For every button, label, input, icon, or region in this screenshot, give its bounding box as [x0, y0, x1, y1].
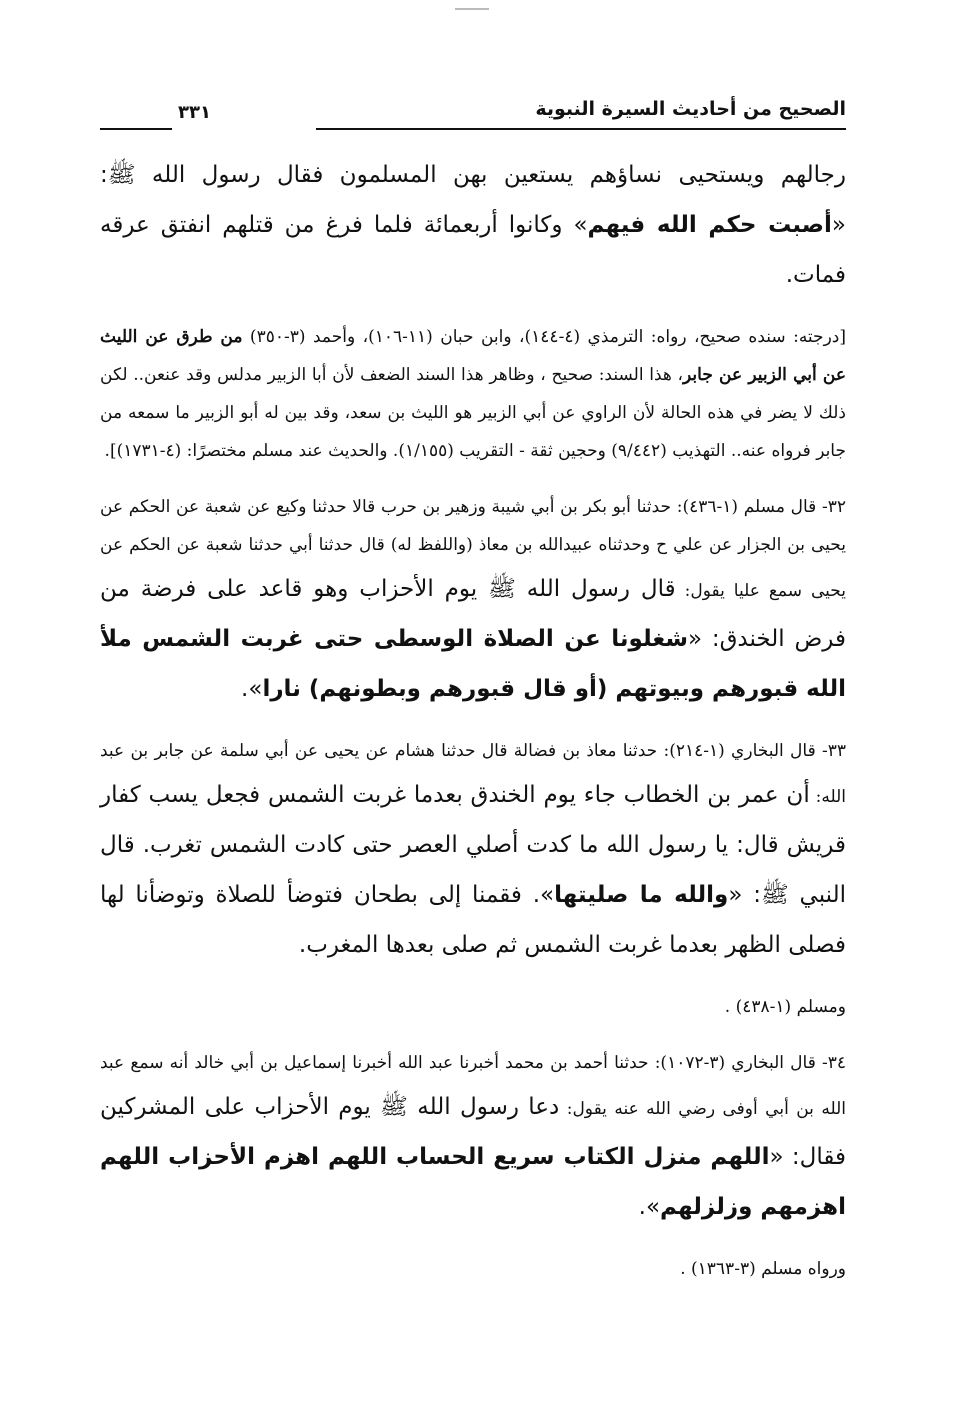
top-edge-mark	[455, 8, 489, 10]
paragraph-reference-muslim-2	[100, 1250, 846, 1288]
hadith-quote: شغلونا عن الصلاة الوسطى حتى غربت الشمس ملأ الله قبورهم وبيوتهم (أو قال قبورهم وبطونهم) نارا	[100, 626, 846, 702]
reference-text: ومسلم (١-٤٣٨) .	[724, 997, 846, 1017]
page-number: ٣٣١	[178, 102, 211, 123]
text-span: ».	[638, 1194, 661, 1220]
hadith-quote: أصبت حكم الله فيهم	[587, 212, 832, 238]
text-span: رجالهم ويستحيى نساؤهم يستعين بهن المسلمون فقال رسول الله ﷺ: «	[100, 162, 846, 238]
isnad-text: ٣٢- قال مسلم (١-٤٣٦): حدثنا أبو بكر بن أبي شيبة وزهير بن حرب قالا حدثنا وكيع عن شعبة عن الحكم عن يحيى بن الجزار عن علي ح وحدثناه عبيدالله بن معاذ (واللفظ له) قال حدثنا أبي حدثنا شعبة عن الحكم عن يحيى سمع عليا يقول:	[100, 497, 847, 601]
hadith-quote: والله ما صليتها	[554, 882, 729, 908]
header-rule-left	[100, 128, 172, 130]
paragraph-reference-muslim	[100, 988, 846, 1026]
text-span: ».	[241, 676, 263, 702]
matn-text: ». فقمنا إلى بطحان فتوضأ للصلاة وتوضأنا لها فصلى الظهر بعدما غربت الشمس ثم صلى بعدها المغرب.	[100, 882, 846, 958]
paragraph-hadith-33	[100, 732, 846, 970]
text-span: [درجته: سنده صحيح، رواه: الترمذي (٤-١٤٤)، وابن حبان (١١-١٠٦)، وأحمد (٣-٣٥٠)	[242, 327, 846, 347]
reference-text: ورواه مسلم (٣-١٣٦٣) .	[680, 1259, 846, 1279]
paragraph-hadith-34	[100, 1044, 846, 1232]
page-body	[100, 150, 846, 1306]
text-span: ، هذا السند: صحيح ، وظاهر هذا السند الضعف لأن أبا الزبير مدلس وقد عنعن.. لكن ذلك لا يضر في هذه الحالة لأن الراوي عن أبي الزبير هو الليث بن سعد، وقد بين له أبو الزبير ما سمعه من جابر فرواه عنه.. التهذيب (٩/٤٤٢) وحجين ثقة - التقريب (١/١٥٥). والحديث عند مسلم مختصرًا: (٤-١٧٣١)].	[100, 365, 846, 461]
matn-text: أن عمر بن الخطاب جاء يوم الخندق بعدما غربت الشمس فجعل يسب كفار قريش قال: يا رسول الله ما كدت أصلي العصر حتى كادت الشمس تغرب. قال النبي ﷺ: «	[100, 782, 846, 908]
header-rule-right	[316, 128, 846, 130]
paragraph-hadith-31-ending	[100, 150, 846, 300]
header-title: الصحيح من أحاديث السيرة النبوية	[535, 98, 846, 120]
text-span: » وكانوا أربعمائة فلما فرغ من قتلهم انفتق عرقه فمات.	[100, 212, 846, 288]
chain-of-narration: من طرق عن الليث عن أبي الزبير عن جابر	[100, 327, 847, 385]
paragraph-hadith-32	[100, 488, 846, 714]
isnad-text: ٣٤- قال البخاري (٣-١٠٧٢): حدثنا أحمد بن محمد أخبرنا عبد الله أخبرنا إسماعيل بن أبي خالد أنه سمع عبد الله بن أبي أوفى رضي الله عنه يقول:	[100, 1053, 847, 1119]
matn-text: دعا رسول الله ﷺ يوم الأحزاب على المشركين فقال: «	[100, 1094, 846, 1170]
matn-text: قال رسول الله ﷺ يوم الأحزاب وهو قاعد على فرضة من فرض الخندق: «	[100, 576, 846, 652]
hadith-quote: اللهم منزل الكتاب سريع الحساب اللهم اهزم الأحزاب اللهم اهزمهم وزلزلهم	[100, 1144, 846, 1220]
isnad-text: ٣٣- قال البخاري (١-٢١٤): حدثنا معاذ بن فضالة قال حدثنا هشام عن يحيى عن أبي سلمة عن جابر بن عبد الله:	[100, 741, 847, 807]
paragraph-grading-note	[100, 318, 846, 470]
running-header	[100, 90, 846, 130]
